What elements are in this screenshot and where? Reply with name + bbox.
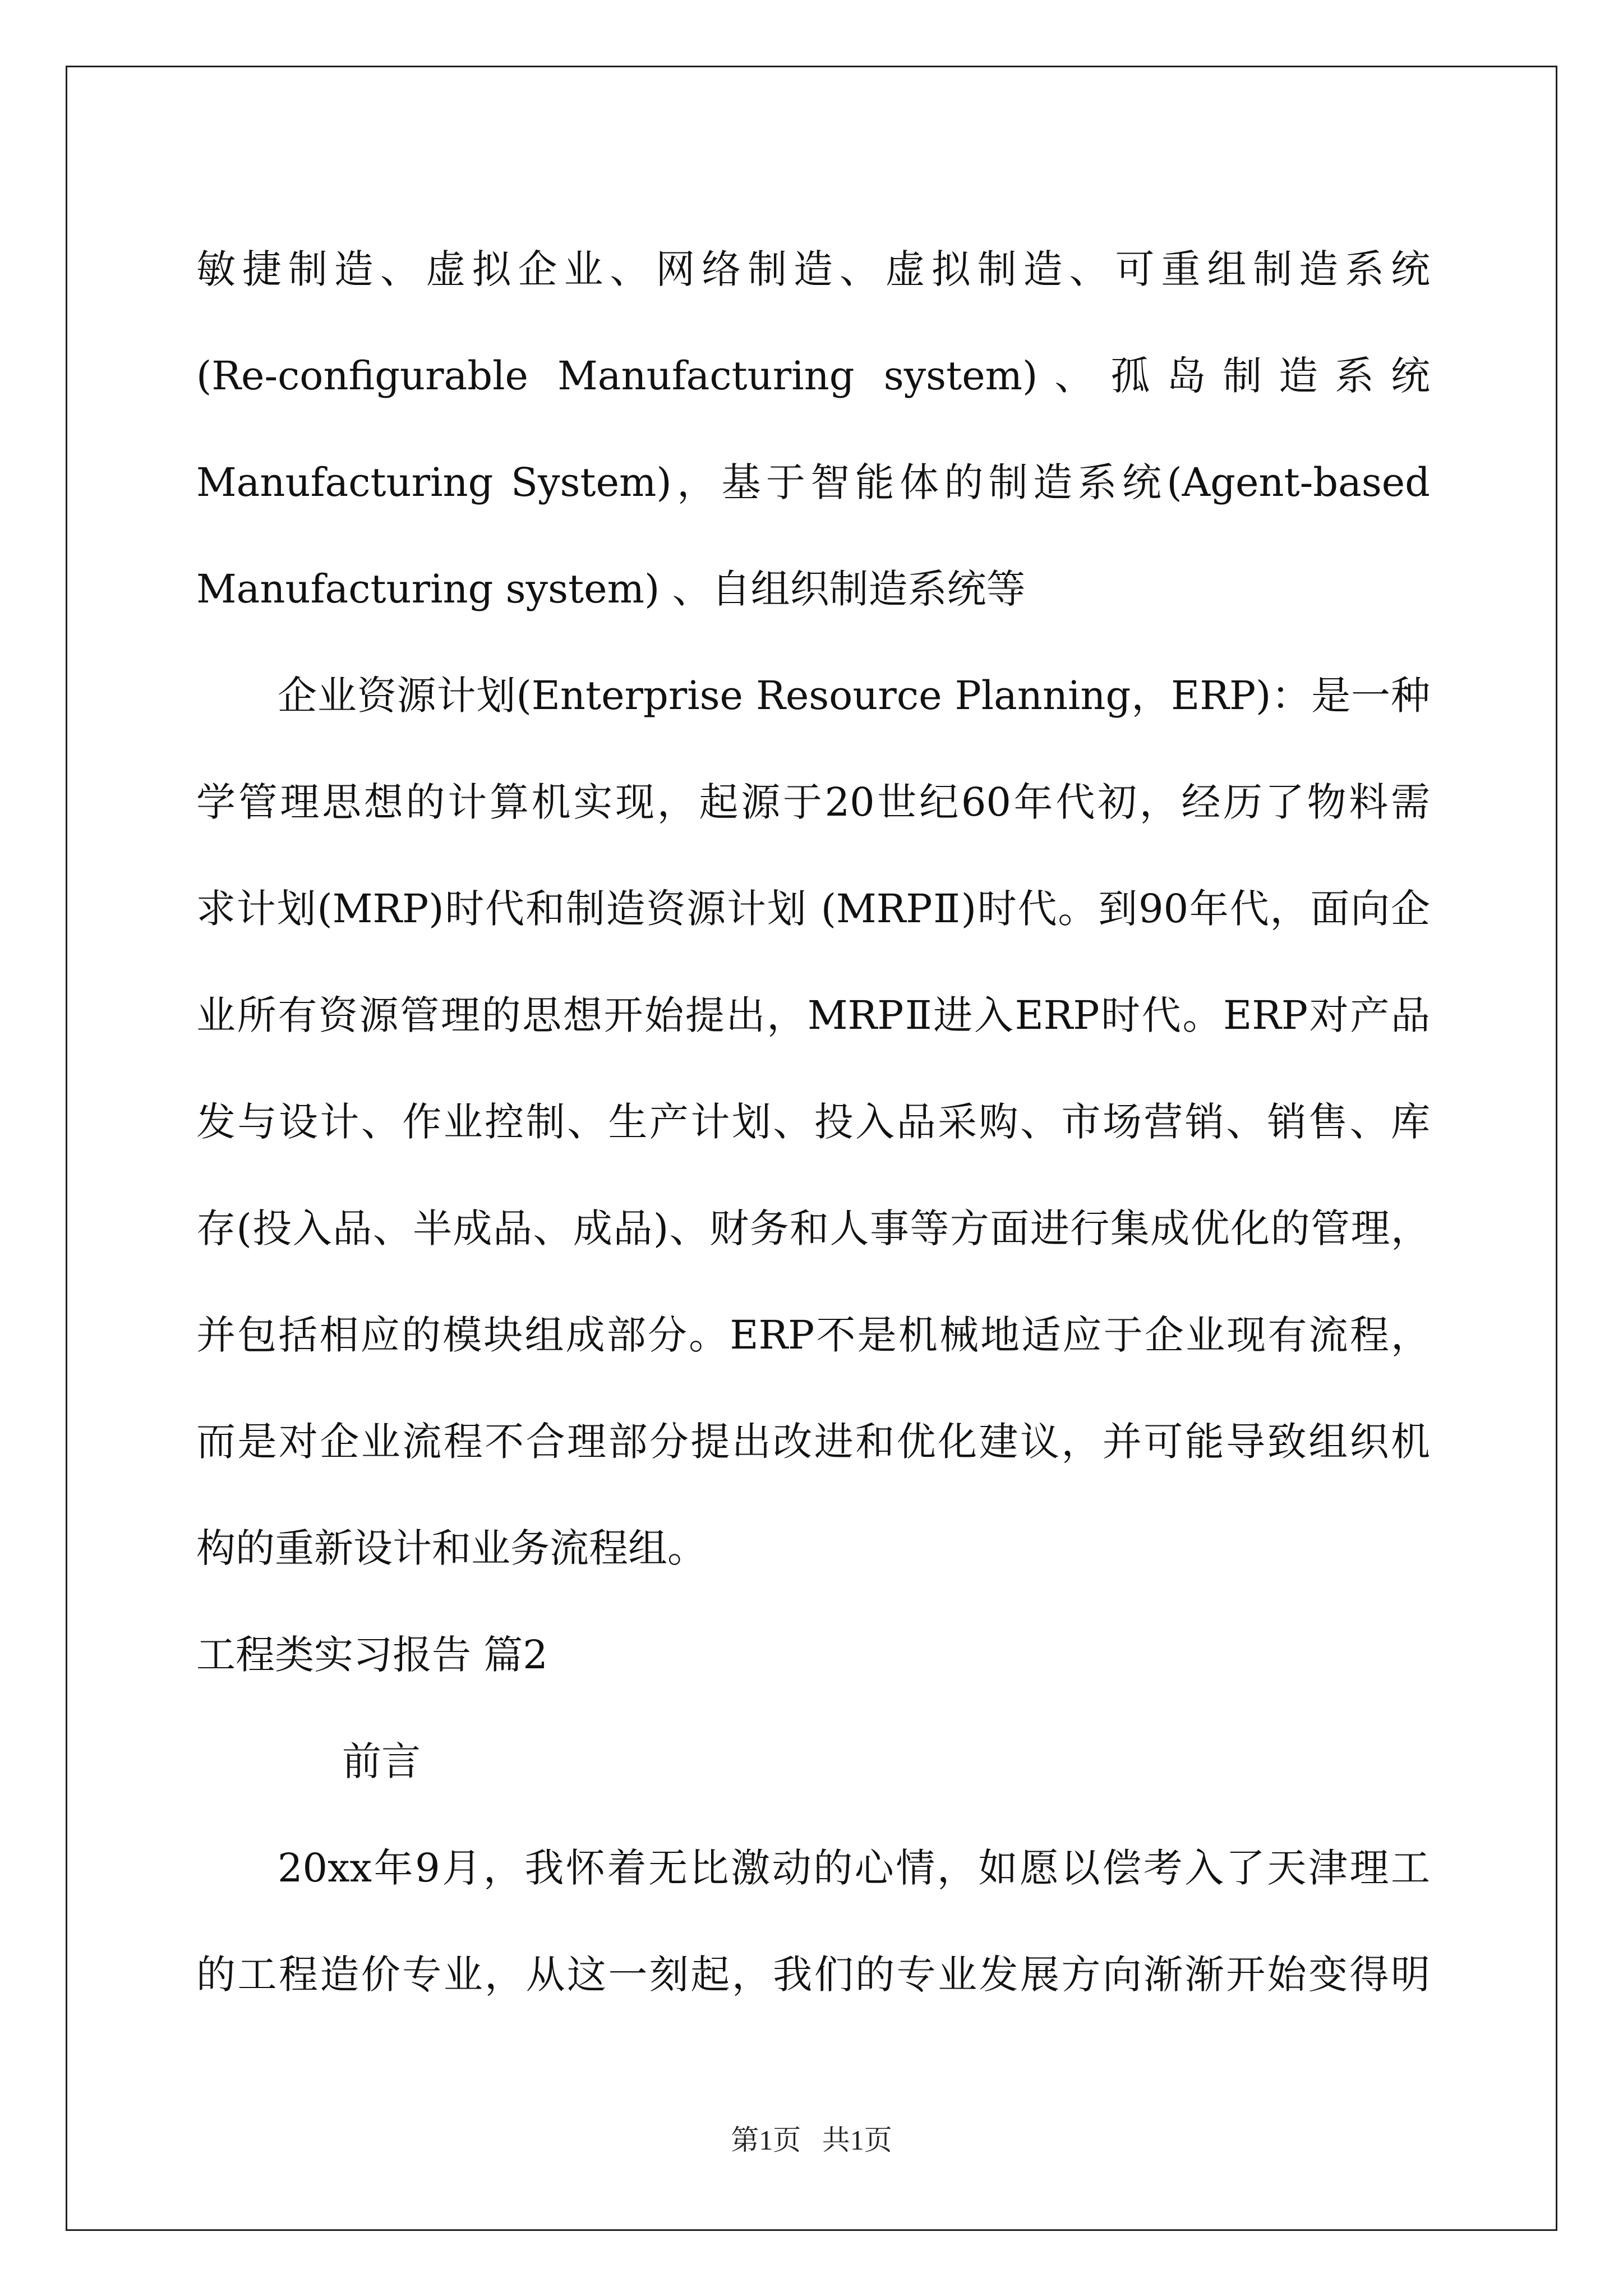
text-line: 构的重新设计和业务流程组。 — [196, 1525, 707, 1571]
text-line: 并包括相应的模块组成部分。ERP不是机械地适应于企业现有流程， — [196, 1312, 1430, 1358]
page-footer — [0, 2123, 1623, 2157]
text-line: (Re-configurable Manufacturing system)、孤岛制造系统 — [196, 353, 1430, 399]
text-line: 发与设计、作业控制、生产计划、投入品采购、市场营销、销售、库 — [196, 1099, 1430, 1145]
text-line: 而是对企业流程不合理部分提出改进和优化建议，并可能导致组织机 — [196, 1419, 1430, 1465]
text-line: 学管理思想的计算机实现，起源于20世纪60年代初，经历了物料需 — [196, 779, 1430, 825]
text-line: Manufacturing system) 、自组织制造系统等 — [196, 566, 1026, 612]
section-heading — [196, 1602, 1430, 1708]
paragraph-manufacturing-systems — [196, 216, 1430, 642]
preface-heading — [196, 1708, 1430, 1815]
text-line: 敏捷制造、虚拟企业、网络制造、虚拟制造、可重组制造系统 — [196, 246, 1430, 292]
preface-title: 前言 — [342, 1738, 421, 1784]
page-number: 第1页 共1页 — [731, 2124, 892, 2156]
text-line: 存(投入品、半成品、成品)、财务和人事等方面进行集成优化的管理， — [196, 1205, 1430, 1251]
section-title: 工程类实习报告 篇2 — [196, 1632, 548, 1678]
paragraph-erp — [196, 642, 1430, 1602]
text-line: 20xx年9月，我怀着无比激动的心情，如愿以偿考入了天津理工 — [278, 1845, 1430, 1891]
paragraph-intro — [196, 1815, 1430, 2028]
text-line: 的工程造价专业，从这一刻起，我们的专业发展方向渐渐开始变得明 — [196, 1952, 1430, 1998]
text-line: 求计划(MRP)时代和制造资源计划 (MRPⅡ)时代。到90年代，面向企 — [196, 886, 1430, 932]
text-line: 业所有资源管理的思想开始提出，MRPⅡ进入ERP时代。ERP对产品 — [196, 992, 1430, 1038]
text-line: Manufacturing System)，基于智能体的制造系统(Agent-based — [196, 459, 1430, 505]
text-line: 企业资源计划(Enterprise Resource Planning，ERP)：是一种 — [278, 673, 1430, 719]
document-body — [196, 216, 1430, 2028]
